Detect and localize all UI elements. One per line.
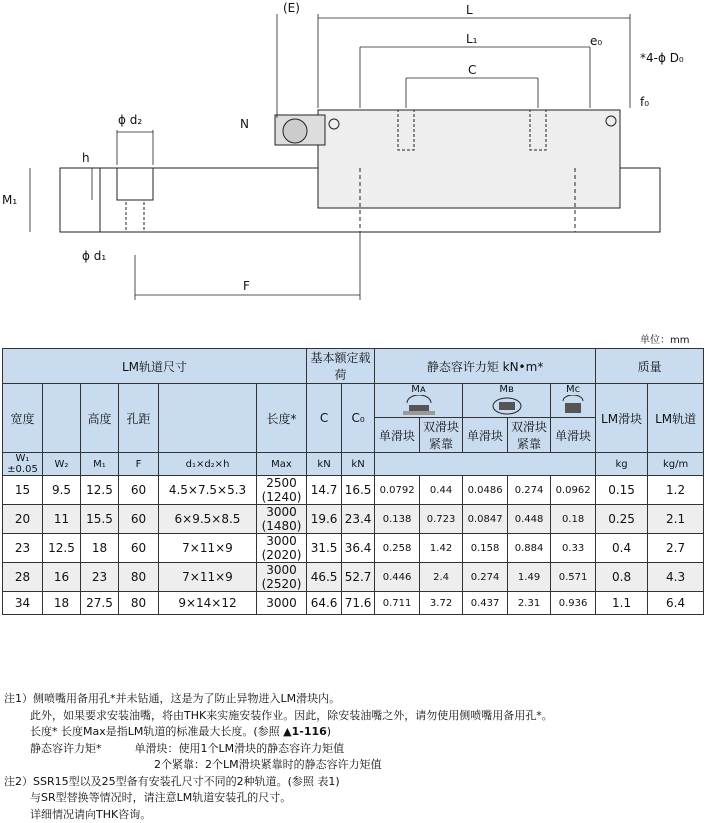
header-row-groups — [3, 349, 704, 384]
u-kN2: kN — [342, 453, 375, 476]
h-width: 宽度 — [3, 384, 43, 453]
u-M1: M₁ — [81, 453, 119, 476]
label-D0: *4-ϕ D₀ — [640, 51, 684, 65]
cell-w1: 28 — [3, 563, 43, 592]
h-C0: C₀ — [342, 384, 375, 453]
note-2b: 与SR型替换等情况时，请注意LM轨道安装孔的尺寸。 — [30, 791, 292, 804]
cell-mb1: 0.437 — [463, 592, 508, 615]
cell-c0: 23.4 — [342, 505, 375, 534]
cell-c: 14.7 — [307, 476, 342, 505]
cell-m1: 18 — [81, 534, 119, 563]
table-row — [3, 476, 704, 505]
label-L1: L₁ — [466, 32, 478, 46]
h-length: 长度* — [257, 384, 307, 453]
u-moment-empty — [375, 453, 596, 476]
label-e0: e₀ — [590, 34, 603, 48]
cell-mblk: 0.8 — [596, 563, 648, 592]
label-F: F — [243, 279, 250, 293]
cell-mc: 0.936 — [551, 592, 596, 615]
label-L: L — [466, 3, 473, 17]
cell-len: 3000 — [257, 592, 307, 615]
cell-w2: 12.5 — [43, 534, 81, 563]
lm-block — [318, 110, 620, 208]
mC-label: Mᴄ — [566, 384, 581, 395]
cell-ma1: 0.258 — [375, 534, 420, 563]
label-f0: f₀ — [640, 95, 650, 109]
u-kg: kg — [596, 453, 648, 476]
cell-ma2: 2.4 — [420, 563, 463, 592]
h-dims — [159, 384, 257, 453]
cell-c0: 71.6 — [342, 592, 375, 615]
ref-link[interactable]: ▲1-116 — [283, 725, 327, 738]
group-moment: 静态容许力矩 kN•m* — [375, 349, 596, 384]
mB-icon — [463, 384, 551, 418]
mA-label: Mᴀ — [411, 384, 426, 395]
cell-f: 80 — [119, 563, 159, 592]
cell-mrail: 1.2 — [648, 476, 704, 505]
note-2c: 详细情况请向THK咨询。 — [30, 807, 152, 821]
table-row — [3, 563, 704, 592]
cell-mb2: 0.884 — [508, 534, 551, 563]
note-1b: 此外，如果要求安装油嘴，将由THK来实施安装作业。因此，除安装油嘴之外，请勿使用侧喷嘴用备用孔*。 — [30, 708, 553, 722]
mA-icon — [375, 384, 463, 418]
unit-note: 单位：mm — [640, 335, 690, 346]
cell-w2: 11 — [43, 505, 81, 534]
cell-ma1: 0.711 — [375, 592, 420, 615]
cell-mblk: 0.25 — [596, 505, 648, 534]
cell-ma1: 0.138 — [375, 505, 420, 534]
note-1c: 长度* 长度Max是指LM轨道的标准最大长度。(参照 ▲1-116) — [30, 725, 332, 738]
cell-dims: 9×14×12 — [159, 592, 257, 615]
notes — [4, 691, 553, 823]
h-w2 — [43, 384, 81, 453]
label-d1: ϕ d₁ — [82, 249, 107, 263]
rail-drawing — [0, 0, 705, 330]
cell-w1: 15 — [3, 476, 43, 505]
h-pitch: 孔距 — [119, 384, 159, 453]
cell-c: 31.5 — [307, 534, 342, 563]
cell-w1: 34 — [3, 592, 43, 615]
cell-len: 3000 (1480) — [257, 505, 307, 534]
cell-c: 64.6 — [307, 592, 342, 615]
cell-mb2: 0.274 — [508, 476, 551, 505]
h-single-1: 单滑块 — [375, 418, 420, 453]
cell-w2: 16 — [43, 563, 81, 592]
cell-mblk: 0.15 — [596, 476, 648, 505]
cell-m1: 15.5 — [81, 505, 119, 534]
cell-f: 60 — [119, 505, 159, 534]
cell-c: 46.5 — [307, 563, 342, 592]
mC-icon — [551, 384, 596, 418]
cell-mc: 0.33 — [551, 534, 596, 563]
cell-mb1: 0.158 — [463, 534, 508, 563]
cell-mrail: 2.7 — [648, 534, 704, 563]
cell-mb2: 1.49 — [508, 563, 551, 592]
u-dims: d₁×d₂×h — [159, 453, 257, 476]
note-2: 注2）SSR15型以及25型备有安装孔尺寸不同的2种轨道。(参照 表1) — [4, 774, 340, 788]
table-row — [3, 534, 704, 563]
cell-mc: 0.571 — [551, 563, 596, 592]
label-N: N — [240, 117, 249, 131]
note-1: 注1）侧喷嘴用备用孔*并未钻通，这是为了防止异物进入LM滑块内。 — [4, 692, 341, 705]
label-M1: M₁ — [2, 193, 18, 207]
cell-ma2: 0.44 — [420, 476, 463, 505]
h-mass-rail: LM轨道 — [648, 384, 704, 453]
cell-mb1: 0.0486 — [463, 476, 508, 505]
header-row-units — [3, 453, 704, 476]
cell-mblk: 1.1 — [596, 592, 648, 615]
table-row — [3, 592, 704, 615]
cell-m1: 27.5 — [81, 592, 119, 615]
cell-dims: 6×9.5×8.5 — [159, 505, 257, 534]
cell-c: 19.6 — [307, 505, 342, 534]
h-mass-block: LM滑块 — [596, 384, 648, 453]
cell-mc: 0.0962 — [551, 476, 596, 505]
cell-mb2: 2.31 — [508, 592, 551, 615]
cell-len: 3000 (2020) — [257, 534, 307, 563]
cell-mblk: 0.4 — [596, 534, 648, 563]
cell-mrail: 4.3 — [648, 563, 704, 592]
h-height: 高度 — [81, 384, 119, 453]
cell-dims: 7×11×9 — [159, 563, 257, 592]
group-rail: LM轨道尺寸 — [3, 349, 307, 384]
cell-ma2: 3.72 — [420, 592, 463, 615]
cell-c0: 52.7 — [342, 563, 375, 592]
cell-m1: 12.5 — [81, 476, 119, 505]
cell-w1: 20 — [3, 505, 43, 534]
cell-c0: 36.4 — [342, 534, 375, 563]
group-load: 基本额定载荷 — [307, 349, 375, 384]
cell-f: 60 — [119, 534, 159, 563]
cell-w1: 23 — [3, 534, 43, 563]
cell-dims: 7×11×9 — [159, 534, 257, 563]
u-kgm: kg/m — [648, 453, 704, 476]
cell-w2: 9.5 — [43, 476, 81, 505]
h-double-2: 双滑块紧靠 — [508, 418, 551, 453]
label-E: (E) — [283, 1, 300, 15]
u-F: F — [119, 453, 159, 476]
cell-len: 2500 (1240) — [257, 476, 307, 505]
h-single-2: 单滑块 — [463, 418, 508, 453]
cell-mc: 0.18 — [551, 505, 596, 534]
mB-label: Mʙ — [499, 384, 514, 395]
u-kN1: kN — [307, 453, 342, 476]
cell-w2: 18 — [43, 592, 81, 615]
cell-dims: 4.5×7.5×5.3 — [159, 476, 257, 505]
table-row — [3, 505, 704, 534]
u-W1: W₁ ±0.05 — [3, 453, 43, 476]
h-C: C — [307, 384, 342, 453]
label-d2: ϕ d₂ — [118, 113, 143, 127]
cell-mb1: 0.274 — [463, 563, 508, 592]
u-W2: W₂ — [43, 453, 81, 476]
cell-ma2: 1.42 — [420, 534, 463, 563]
cell-c0: 16.5 — [342, 476, 375, 505]
cell-f: 60 — [119, 476, 159, 505]
cell-f: 80 — [119, 592, 159, 615]
u-max: Max — [257, 453, 307, 476]
note-1e: 2个紧靠：2个LM滑块紧靠时的静态容许力矩值 — [154, 758, 382, 771]
h-single-3: 单滑块 — [551, 418, 596, 453]
cell-mb2: 0.448 — [508, 505, 551, 534]
label-h: h — [82, 151, 90, 165]
cell-ma1: 0.0792 — [375, 476, 420, 505]
h-double-1: 双滑块紧靠 — [420, 418, 463, 453]
note-1d: 静态容许力矩* 单滑块：使用1个LM滑块的静态容许力矩值 — [30, 741, 345, 755]
label-C: C — [468, 63, 477, 77]
cell-m1: 23 — [81, 563, 119, 592]
cell-len: 3000 (2520) — [257, 563, 307, 592]
spec-table — [2, 348, 704, 615]
cell-ma2: 0.723 — [420, 505, 463, 534]
cell-mrail: 2.1 — [648, 505, 704, 534]
cell-mb1: 0.0847 — [463, 505, 508, 534]
header-row-names — [3, 384, 704, 418]
grease-nipple — [283, 119, 307, 143]
group-mass: 质量 — [596, 349, 704, 384]
cell-mrail: 6.4 — [648, 592, 704, 615]
cell-ma1: 0.446 — [375, 563, 420, 592]
